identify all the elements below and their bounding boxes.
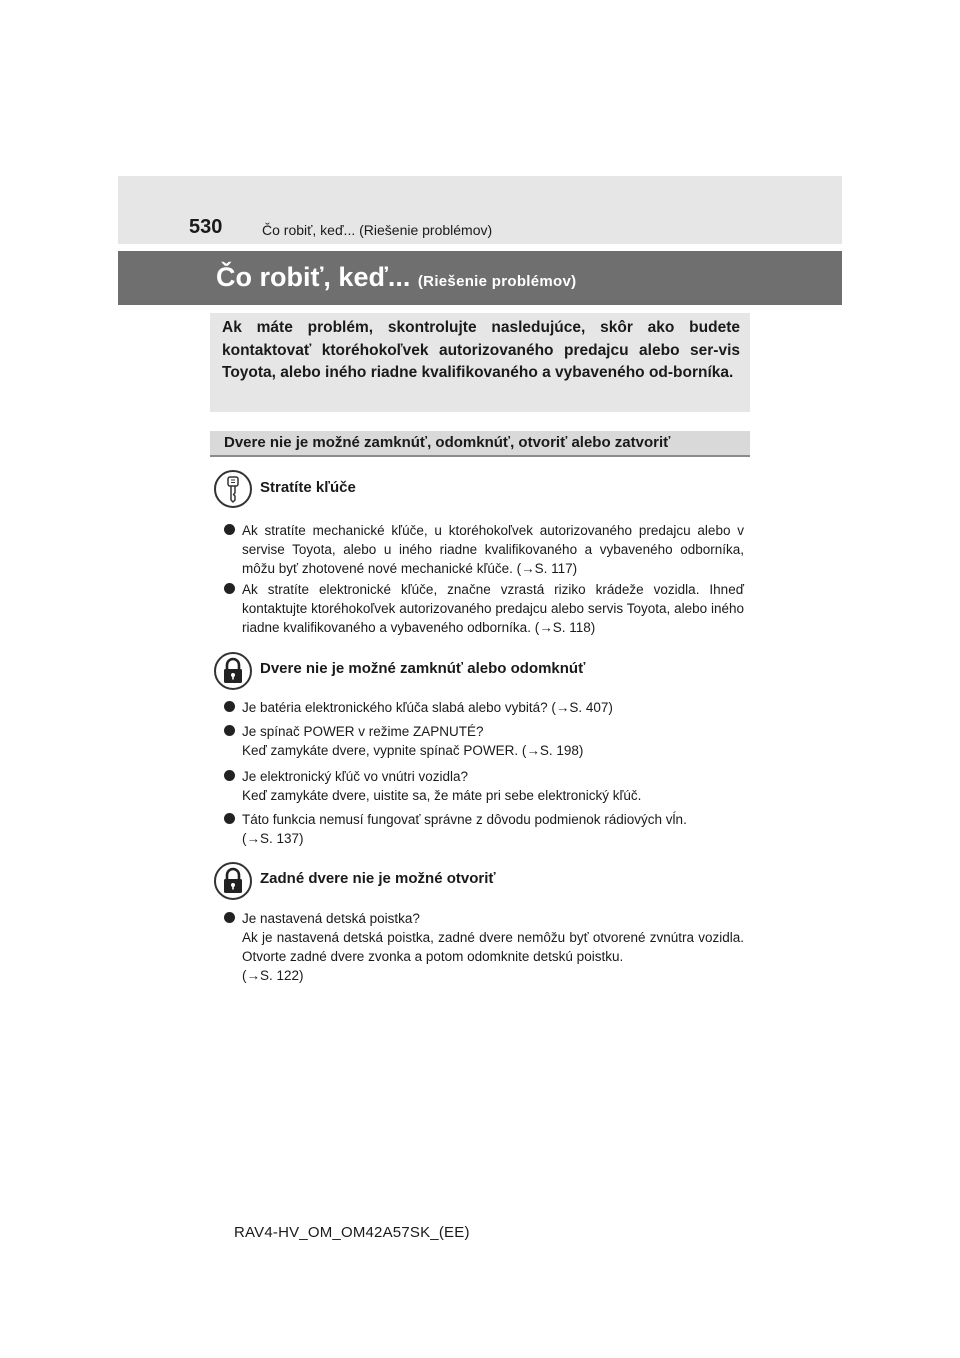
list-item-text: Je batéria elektronického kľúča slabá alebo vybitá? (→S. 407) [242, 700, 613, 715]
list-item [224, 521, 744, 578]
page-number: 530 [189, 216, 223, 238]
list-item-text: Ak stratíte mechanické kľúče, u ktoréhokoľvek autorizovaného predajcu alebo v servise Toyota, alebo u iného riadne kvalifikovaného a vybaveného odborníka, môžu byť zhotovené nové mechanické kľúče. (→S. 117) [242, 523, 744, 576]
list-item-text: Je spínač POWER v režime ZAPNUTÉ? [242, 724, 484, 739]
list-item-text: Ak je nastavená detská poistka, zadné dvere nemôžu byť otvorené zvnútra vozidla. Otvorte zadné dvere zvonka a potom odomknite detskú poistku. [242, 930, 744, 964]
lock-icon [214, 862, 252, 900]
section-title: Dvere nie je možné zamknúť, odomknúť, otvoriť alebo zatvoriť [224, 434, 671, 451]
subsection-title-rear-doors: Zadné dvere nie je možné otvoriť [260, 870, 496, 887]
subsection-title-lost-keys: Stratíte kľúče [260, 479, 356, 496]
list-item [224, 810, 744, 848]
lock-icon [214, 652, 252, 690]
bullet-icon [224, 725, 235, 736]
intro-text: Ak máte problém, skontrolujte nasledujúce, skôr ako budete kontaktovať ktoréhokoľvek autorizovaného predajcu alebo ser-vis Toyota, alebo iného riadne kvalifikovaného a vybaveného od-borníka. [222, 319, 740, 381]
list-item [224, 909, 744, 985]
key-icon [214, 470, 252, 508]
bullet-icon [224, 701, 235, 712]
list-item [224, 767, 744, 805]
list-item [224, 580, 744, 637]
list-item-text: Je elektronický kľúč vo vnútri vozidla? [242, 769, 469, 784]
bullet-icon [224, 770, 235, 781]
intro-box [210, 313, 750, 412]
section-heading-bar [210, 431, 750, 457]
list-item-text: Táto funkcia nemusí fungovať správne z dôvodu podmienok rádiových vĺn. [242, 812, 687, 827]
running-header: Čo robiť, keď... (Riešenie problémov) [262, 222, 493, 238]
document-code: RAV4-HV_OM_OM42A57SK_(EE) [234, 1224, 470, 1241]
list-item [224, 722, 744, 760]
list-item-text: Je nastavená detská poistka? [242, 911, 420, 926]
chapter-title [216, 257, 576, 302]
list-item-text: (→S. 122) [242, 968, 304, 983]
list-item-text: (→S. 137) [242, 831, 304, 846]
subsection-title-cannot-lock: Dvere nie je možné zamknúť alebo odomknúť [260, 660, 586, 677]
chapter-title-main: Čo robiť, keď... [216, 262, 411, 292]
list-item-text: Keď zamykáte dvere, vypnite spínač POWER. (→S. 198) [242, 743, 584, 758]
bullet-icon [224, 912, 235, 923]
list-item-text: Ak stratíte elektronické kľúče, značne vzrastá riziko krádeže vozidla. Ihneď kontaktujte ktoréhokoľvek autorizovaného predajcu alebo servis Toyota, alebo iného riadne kvalifikovaného a vybaveného odborníka. (→S. 118) [242, 582, 744, 635]
chapter-title-sub: (Riešenie problémov) [417, 273, 577, 290]
list-item-text: Keď zamykáte dvere, uistite sa, že máte pri sebe elektronický kľúč. [242, 788, 642, 803]
bullet-icon [224, 524, 235, 535]
bullet-icon [224, 583, 235, 594]
bullet-icon [224, 813, 235, 824]
list-item [224, 698, 744, 717]
